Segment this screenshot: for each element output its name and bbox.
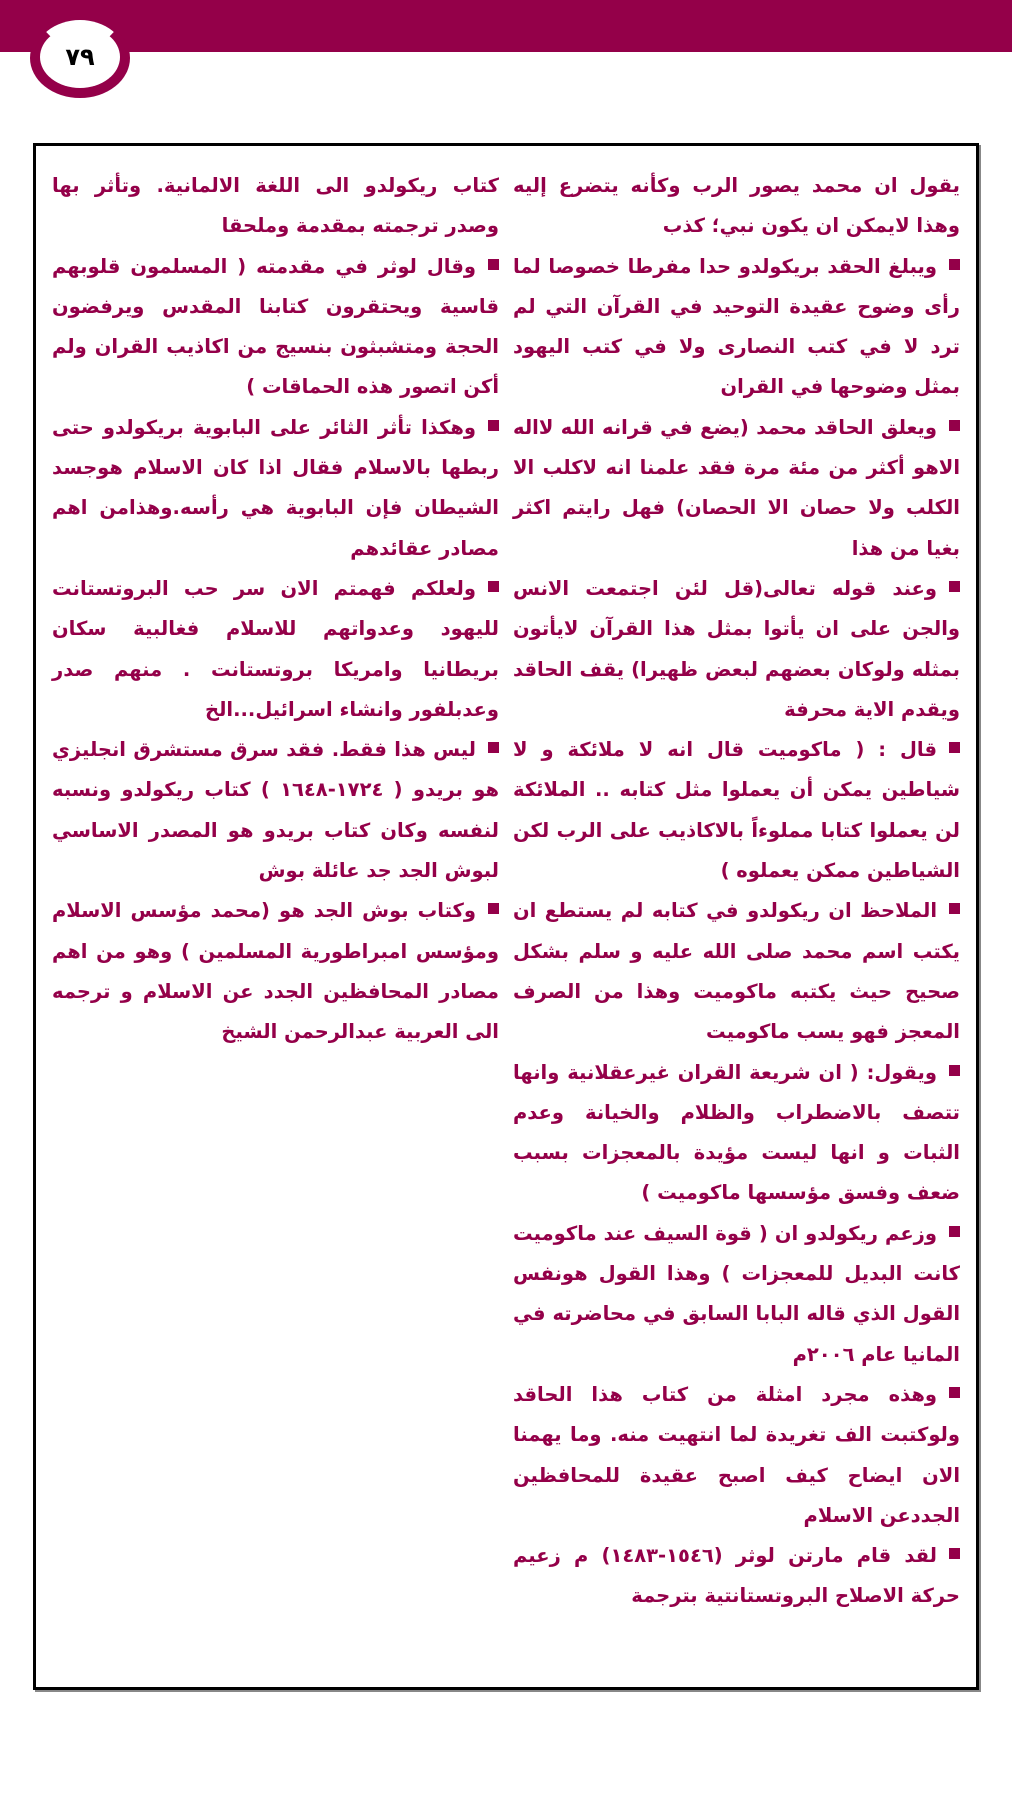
square-bullet-icon bbox=[949, 903, 960, 914]
square-bullet-icon bbox=[949, 742, 960, 753]
paragraph-text: ولعلكم فهمتم الان سر حب البروتستانت لليهود وعدواتهم للاسلام فغالبية سكان بريطانيا وامريكا بروتستانت . منهم صدر وعدبلفور وانشاء اسرائيل...الخ bbox=[52, 576, 499, 721]
paragraph bbox=[513, 569, 960, 730]
square-bullet-icon bbox=[488, 903, 499, 914]
paragraph-text: وزعم ريكولدو ان ( قوة السيف عند ماكوميت كانت البديل للمعجزات ) وهذا القول هونفس القول الذي قاله البابا السابق في محاضرته في المانيا عام ٢٠٠٦م bbox=[513, 1221, 960, 1366]
paragraph bbox=[513, 730, 960, 891]
paragraph-text: ليس هذا فقط. فقد سرق مستشرق انجليزي هو بريدو ( ١٧٢٤-١٦٤٨ ) كتاب ريكولدو ونسبه لنفسه وكان كتاب بريدو هو المصدر الاساسي لبوش الجد جد عائلة بوش bbox=[52, 738, 499, 883]
square-bullet-icon bbox=[488, 742, 499, 753]
paragraph bbox=[52, 408, 499, 569]
paragraph bbox=[52, 730, 499, 891]
paragraph-text: لقد قام مارتن لوثر (١٥٤٦-١٤٨٣) م زعيم حركة الاصلاح البروتستانتية بترجمة bbox=[513, 1544, 960, 1608]
paragraph-text: وهذه مجرد امثلة من كتاب هذا الحاقد ولوكتبت الف تغريدة لما انتهيت منه. وما يهمنا الان ايضاح كيف اصبح عقيدة للمحافظين الجددعن الاسلام bbox=[513, 1382, 960, 1527]
columns bbox=[52, 166, 960, 1677]
square-bullet-icon bbox=[949, 259, 960, 270]
paragraph-text: وهكذا تأثر الثائر على البابوية بريكولدو حتى ربطها بالاسلام فقال اذا كان الاسلام هوجسد الشيطان فإن البابوية هي رأسه.وهذامن اهم مصادر عقائدهم bbox=[52, 415, 499, 560]
paragraph-text: وقال لوثر في مقدمته ( المسلمون قلوبهم قاسية ويحتقرون كتابنا المقدس ويرفضون الحجة ومتشبثون بنسيج من اكاذيب القران ولم أكن اتصور هذه الحماقات ) bbox=[52, 254, 499, 399]
paragraph bbox=[513, 1214, 960, 1375]
right-column bbox=[513, 166, 960, 1677]
square-bullet-icon bbox=[949, 1387, 960, 1398]
page-number: ٧٩ bbox=[65, 43, 95, 71]
paragraph-text: وكتاب بوش الجد هو (محمد مؤسس الاسلام ومؤسس امبراطورية المسلمين ) وهو من اهم مصادر المحافظين الجدد عن الاسلام و ترجمه الى العربية عبدالرحمن الشيخ bbox=[52, 899, 499, 1044]
paragraph bbox=[513, 1536, 960, 1617]
square-bullet-icon bbox=[488, 420, 499, 431]
square-bullet-icon bbox=[949, 1226, 960, 1237]
square-bullet-icon bbox=[949, 581, 960, 592]
square-bullet-icon bbox=[488, 581, 499, 592]
square-bullet-icon bbox=[949, 420, 960, 431]
paragraph-text: الملاحظ ان ريكولدو في كتابه لم يستطع ان يكتب اسم محمد صلى الله عليه و سلم بشكل صحيح حيث يكتبه ماكوميت وهذا من الصرف المعجز فهو يسب ماكوميت bbox=[513, 899, 960, 1044]
paragraph-text: ويبلغ الحقد بريكولدو حدا مفرطا خصوصا لما رأى وضوح عقيدة التوحيد في القرآن التي لم ترد لا في كتب النصارى ولا في كتب اليهود بمثل وضوحها في القران bbox=[513, 254, 960, 399]
page-number-badge bbox=[34, 20, 126, 94]
square-bullet-icon bbox=[949, 1548, 960, 1559]
square-bullet-icon bbox=[949, 1065, 960, 1076]
paragraph-text: يقول ان محمد يصور الرب وكأنه يتضرع إليه وهذا لايمكن ان يكون نبي؛ كذب bbox=[513, 174, 960, 238]
left-column bbox=[52, 166, 499, 1677]
paragraph bbox=[52, 247, 499, 408]
paragraph bbox=[52, 166, 499, 247]
paragraph bbox=[513, 166, 960, 247]
paragraph bbox=[513, 891, 960, 1052]
paragraph-text: كتاب ريكولدو الى اللغة الالمانية. وتأثر بها وصدر ترجمته بمقدمة وملحقا bbox=[52, 174, 499, 238]
paragraph-text: وعند قوله تعالى(قل لئن اجتمعت الانس والجن على ان يأتوا بمثل هذا القرآن لايأتون بمثله ولوكان بعضهم لبعض ظهيرا) يقف الحاقد ويقدم الاية محرفة bbox=[513, 576, 960, 721]
square-bullet-icon bbox=[488, 259, 499, 270]
paragraph bbox=[52, 891, 499, 1052]
paragraph bbox=[513, 408, 960, 569]
paragraph-text: ويعلق الحاقد محمد (يضع في قرانه الله لااله الاهو أكثر من مئة مرة فقد علمنا انه لاكلب الا الكلب ولا حصان الا الحصان) فهل رايتم اكثر بغيا من هذا bbox=[513, 415, 960, 560]
text-frame bbox=[33, 143, 979, 1690]
paragraph bbox=[513, 1053, 960, 1214]
header-band bbox=[0, 0, 1012, 52]
paragraph bbox=[513, 247, 960, 408]
paragraph bbox=[52, 569, 499, 730]
paragraph-text: ويقول: ( ان شريعة القران غيرعقلانية وانها تتصف بالاضطراب والظلام والخيانة وعدم الثبات و انها ليست مؤيدة بالمعجزات بسبب ضعف وفسق مؤسسها ماكوميت ) bbox=[513, 1060, 960, 1205]
paragraph bbox=[513, 1375, 960, 1536]
paragraph-text: قال : ( ماكوميت قال انه لا ملائكة و لا شياطين يمكن أن يعملوا مثل كتابه .. الملائكة لن يعملوا كتابا مملوءاً بالاكاذيب على الرب لكن الشياطين ممكن يعملوه ) bbox=[513, 738, 960, 883]
